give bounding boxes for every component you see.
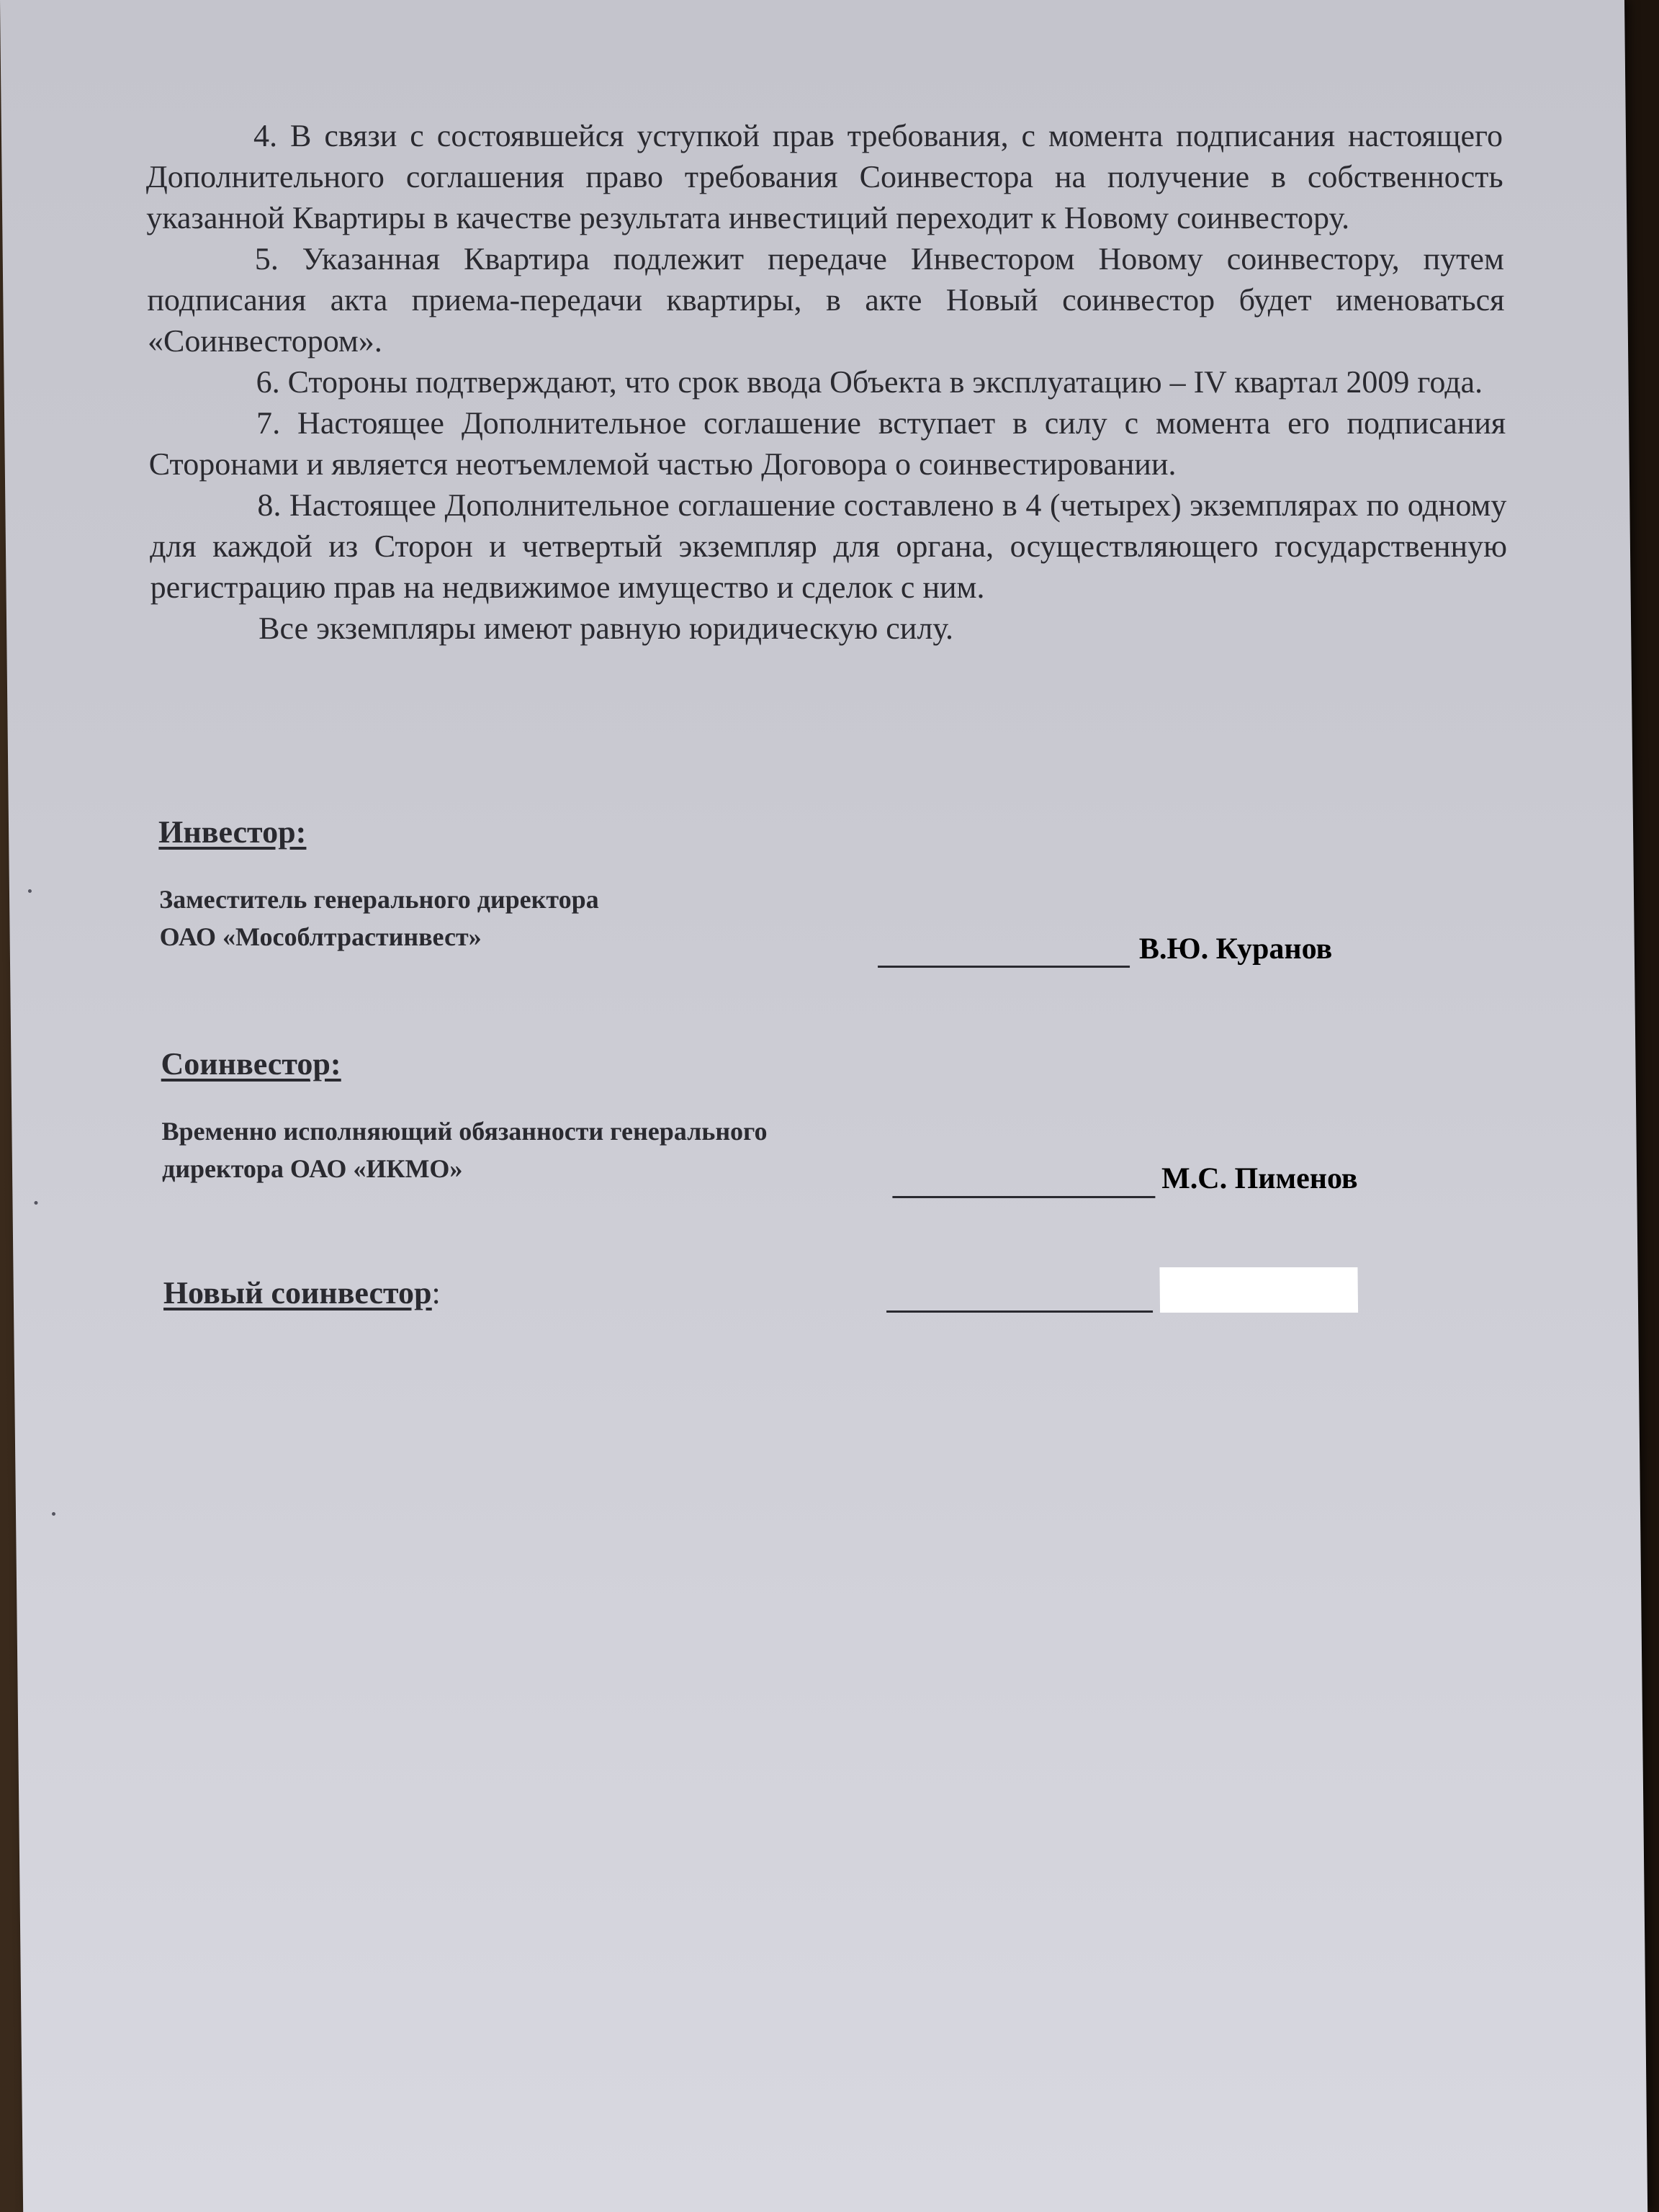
coinvestor-signatory-name: М.С. Пименов xyxy=(1161,1162,1358,1195)
paper-speck xyxy=(28,889,32,893)
clause-7: 7. Настоящее Дополнительное соглашение вступает в силу с момента его подписания Сторонами и является неотъемлемой частью Договора о соинвестировании. xyxy=(148,405,1506,482)
coinvestor-heading: Соинвестор: xyxy=(161,1046,341,1082)
investor-organization: ОАО «Мособлтрастинвест» xyxy=(159,922,482,951)
redacted-name-box xyxy=(1159,1267,1358,1313)
investor-role-title: Заместитель генерального директора xyxy=(158,885,599,914)
coinvestor-role-title: Временно исполняющий обязанности генерального xyxy=(161,1117,768,1146)
investor-signatory-name: В.Ю. Куранов xyxy=(1138,932,1333,966)
coinvestor-organization: директора ОАО «ИКМО» xyxy=(161,1154,463,1183)
new-coinvestor-heading-colon: : xyxy=(431,1275,441,1310)
investor-heading: Инвестор: xyxy=(158,814,307,850)
coinvestor-signature-line xyxy=(892,1196,1155,1198)
clause-5: 5. Указанная Квартира подлежит передаче Инвестором Новому соинвестору, путем подписания акта приема-передачи квартиры, в акте Новый соинвестор будет именоваться «Соинвестором». xyxy=(147,241,1505,359)
document-body xyxy=(145,115,1509,649)
paper-speck xyxy=(52,1512,55,1516)
investor-signature-line xyxy=(878,966,1130,968)
clause-8: 8. Настоящее Дополнительное соглашение составлено в 4 (четырех) экземплярах по одному для каждой из Сторон и четвертый экземпляр для органа, осуществляющего государственную регистрацию прав на недвижимое имущество и сделок с ним. xyxy=(149,487,1508,605)
new-coinvestor-heading: Новый соинвестор xyxy=(163,1275,432,1310)
paper-speck xyxy=(34,1201,37,1205)
clause-4: 4. В связи с состоявшейся уступкой прав требования, с момента подписания настоящего Дополнительного соглашения право требования Соинвестора на получение в собственность указанной Квартиры в качестве результата инвестиций переходит к Новому соинвестору. xyxy=(145,118,1503,235)
equal-force-note: Все экземпляры имеют равную юридическую силу. xyxy=(258,611,954,646)
new-coinvestor-signature-line xyxy=(886,1310,1153,1313)
clause-6: 6. Стороны подтверждают, что срок ввода Объекта в эксплуатацию – IV квартал 2009 года. xyxy=(256,364,1483,400)
